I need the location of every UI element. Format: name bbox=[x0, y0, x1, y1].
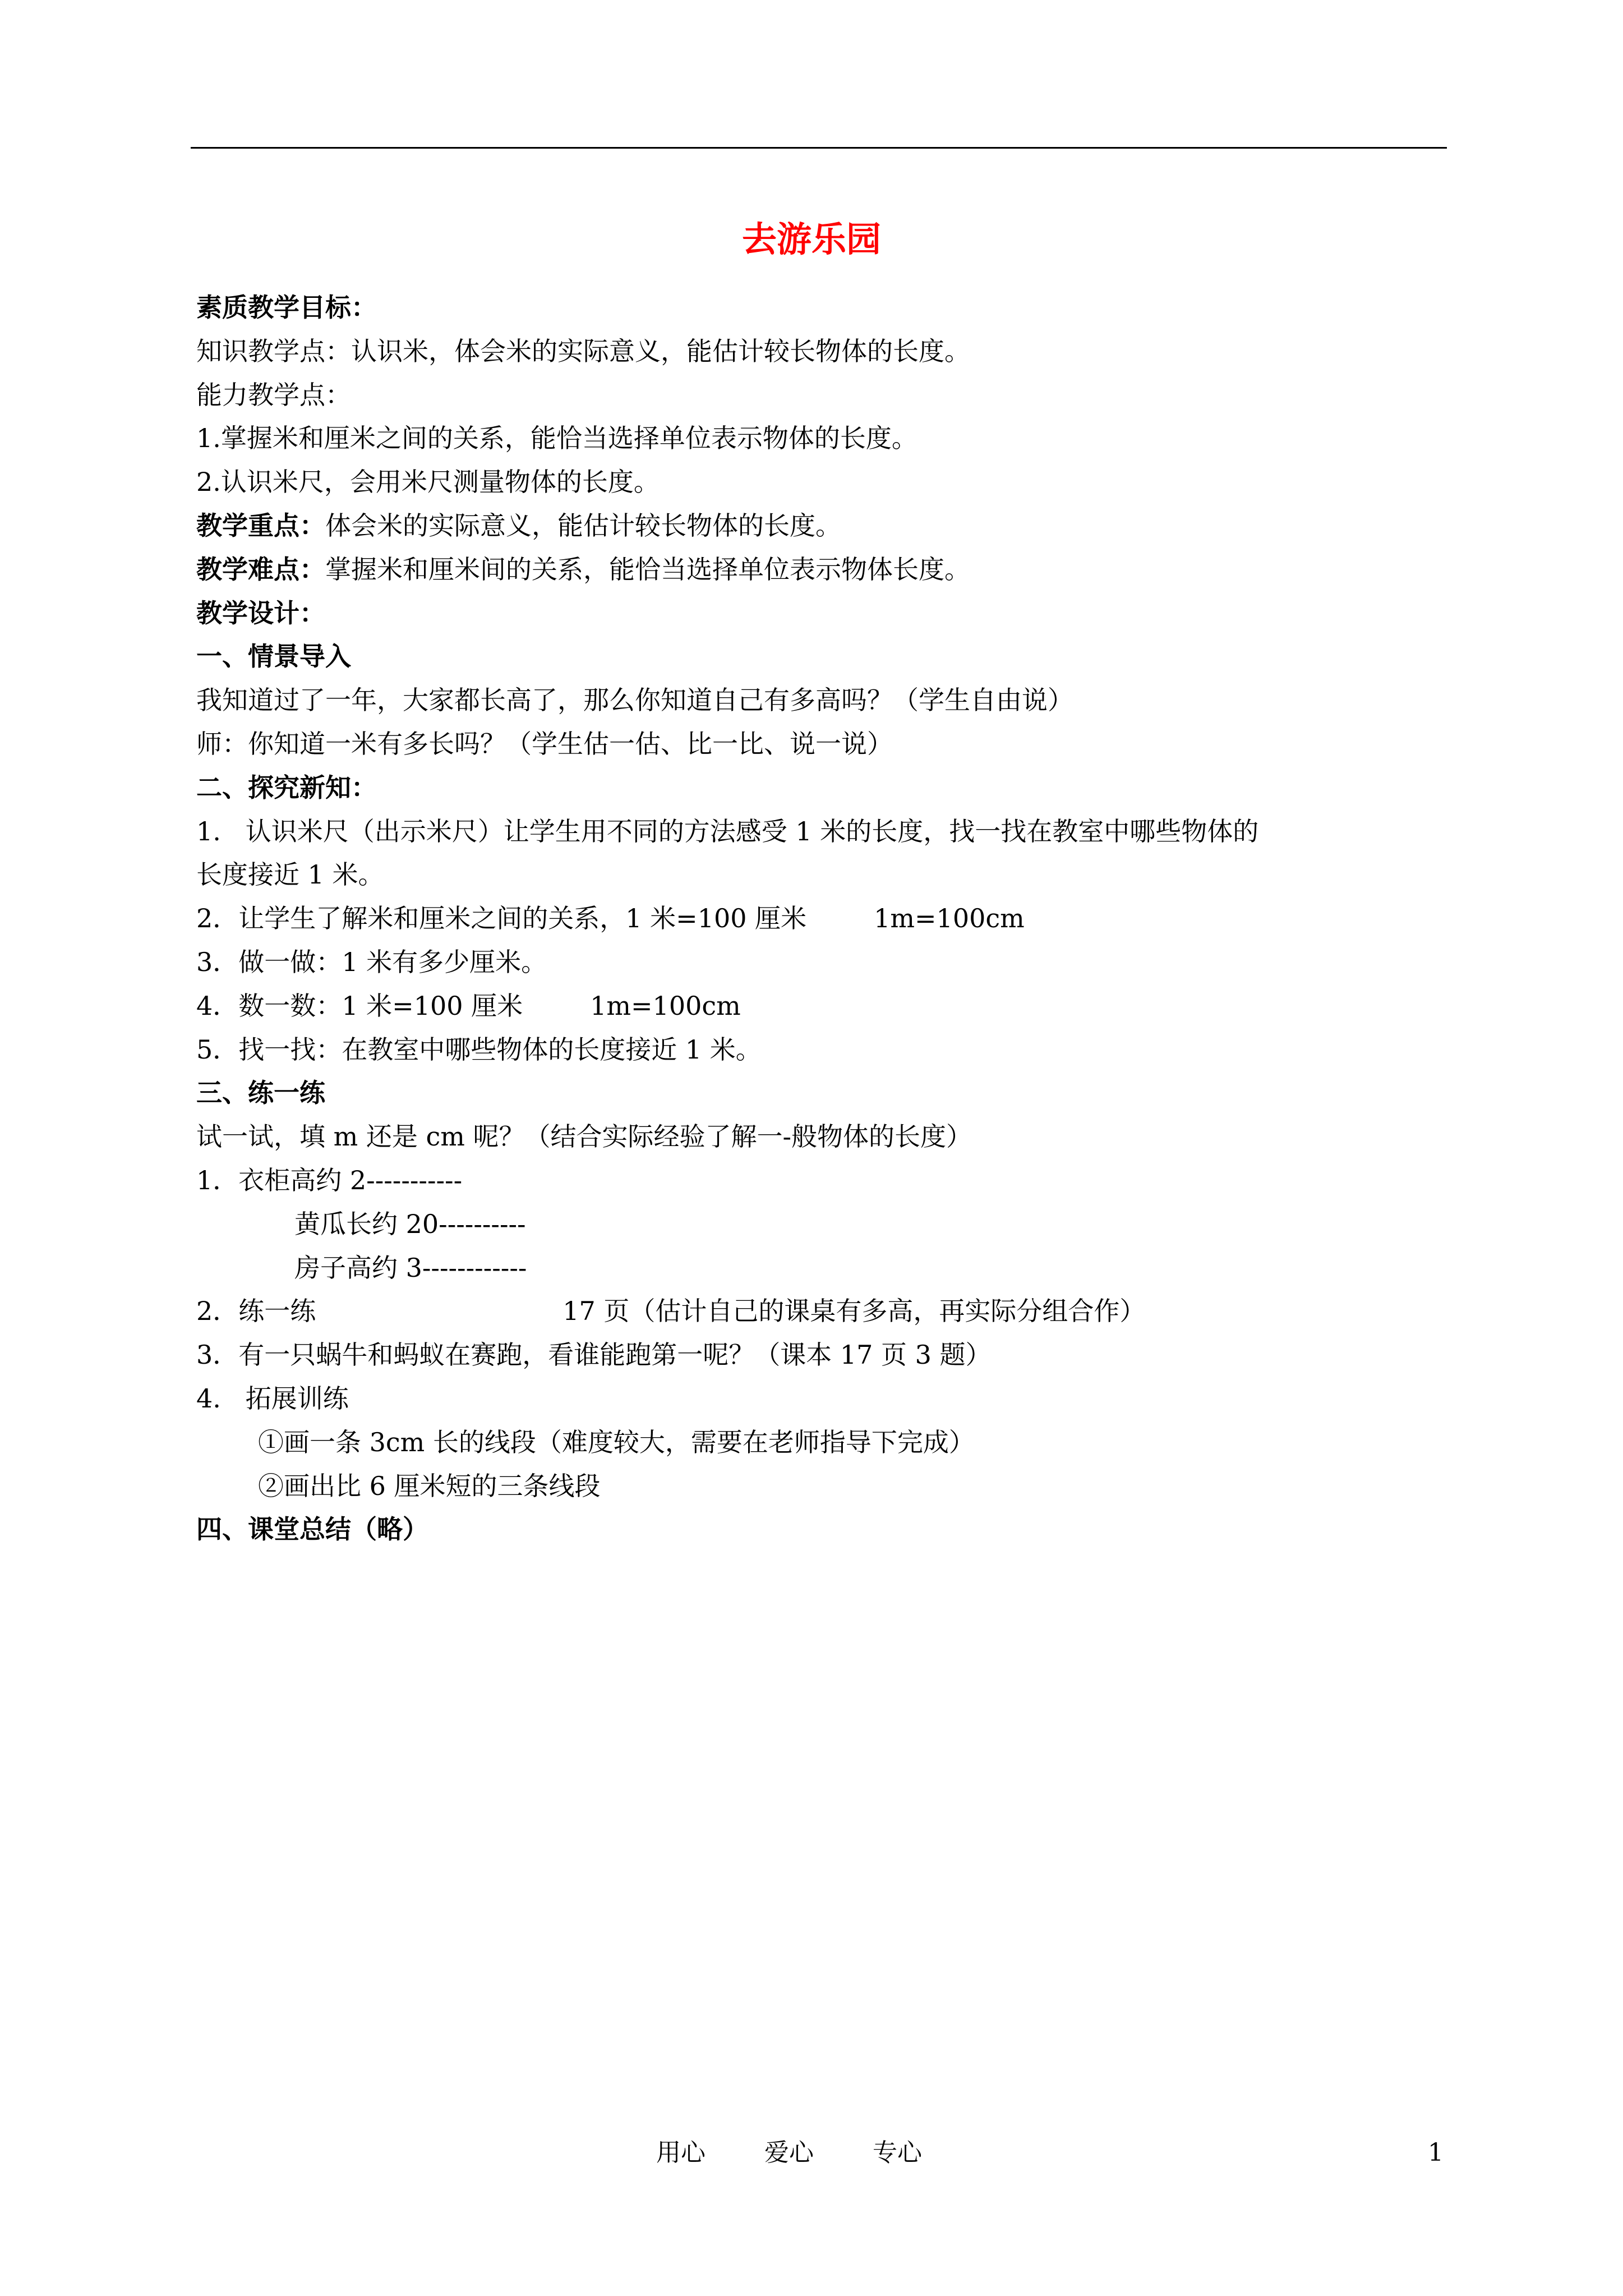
practice-item-2: 2．练一练 17 页（估计自己的课桌有多高，再实际分组合作） bbox=[196, 1296, 1146, 1327]
footer-word: 爱心 bbox=[764, 2138, 814, 2167]
ability-point-1: 1.掌握米和厘米之间的关系，能恰当选择单位表示物体的长度。 bbox=[196, 423, 917, 454]
explore-item-1-cont: 长度接近 1 米。 bbox=[196, 859, 384, 890]
teaching-focus-text: 体会米的实际意义，能估计较长物体的长度。 bbox=[325, 510, 841, 541]
practice-intro: 试一试，填 m 还是 cm 呢？（结合实际经验了解一-般物体的长度） bbox=[196, 1121, 972, 1152]
practice-item-1b: 黄瓜长约 20---------- bbox=[294, 1208, 526, 1239]
ability-point-2: 2.认识米尺，会用米尺测量物体的长度。 bbox=[196, 467, 660, 498]
ability-point-heading: 能力教学点： bbox=[196, 379, 351, 410]
footer-word: 专心 bbox=[873, 2138, 922, 2167]
practice-item-3: 3．有一只蜗牛和蚂蚁在赛跑，看谁能跑第一呢？（课本 17 页 3 题） bbox=[196, 1340, 992, 1370]
explore-item-1: 1. 认识米尺（出示米尺）让学生用不同的方法感受 1 米的长度，找一找在教室中哪些物体的 bbox=[196, 816, 1259, 846]
section-heading-objectives: 素质教学目标： bbox=[196, 292, 377, 323]
extension-task-2: ②画出比 6 厘米短的三条线段 bbox=[258, 1470, 601, 1501]
teaching-focus-label: 教学重点： bbox=[196, 510, 325, 541]
intro-line-1: 我知道过了一年，大家都长高了，那么你知道自己有多高吗？（学生自由说） bbox=[196, 685, 1073, 716]
section-heading-intro: 一、情景导入 bbox=[196, 641, 351, 672]
extension-task-1: ①画一条 3cm 长的线段（难度较大，需要在老师指导下完成） bbox=[258, 1427, 975, 1457]
teaching-difficulty-label: 教学难点： bbox=[196, 554, 325, 585]
unit-equation: 1m=100cm bbox=[590, 990, 741, 1021]
document-title: 去游乐园 bbox=[741, 219, 881, 260]
explore-item-4: 4．数一数：1 米=100 厘米 1m=100cm bbox=[196, 990, 741, 1021]
section-heading-practice: 三、练一练 bbox=[196, 1078, 325, 1108]
section-heading-design: 教学设计： bbox=[196, 597, 325, 628]
header-rule bbox=[191, 147, 1447, 149]
teaching-difficulty-text: 掌握米和厘米间的关系，能恰当选择单位表示物体长度。 bbox=[325, 554, 970, 585]
explore-item-5: 5．找一找：在教室中哪些物体的长度接近 1 米。 bbox=[196, 1034, 762, 1065]
explore-item-3: 3．做一做：1 米有多少厘米。 bbox=[196, 946, 547, 977]
teaching-difficulty bbox=[196, 548, 1447, 592]
section-heading-explore: 二、探究新知： bbox=[196, 772, 377, 803]
footer-motto bbox=[656, 2136, 981, 2170]
practice-item-1: 1．衣柜高约 2----------- bbox=[196, 1165, 463, 1195]
intro-line-2: 师：你知道一米有多长吗？（学生估一估、比一比、说一说） bbox=[196, 728, 893, 759]
section-heading-summary: 四、课堂总结（略） bbox=[196, 1514, 428, 1545]
unit-equation: 1m=100cm bbox=[874, 903, 1025, 934]
document-body bbox=[196, 286, 1447, 1552]
practice-item-1c: 房子高约 3------------ bbox=[294, 1252, 527, 1283]
teaching-focus bbox=[196, 504, 1447, 548]
knowledge-point: 知识教学点：认识米，体会米的实际意义，能估计较长物体的长度。 bbox=[196, 335, 970, 366]
practice-item-4: 4. 拓展训练 bbox=[196, 1383, 349, 1414]
page-number: 1 bbox=[1428, 2138, 1444, 2167]
explore-item-2: 2．让学生了解米和厘米之间的关系，1 米=100 厘米 1m=100cm bbox=[196, 903, 1025, 934]
footer-word: 用心 bbox=[656, 2138, 706, 2167]
